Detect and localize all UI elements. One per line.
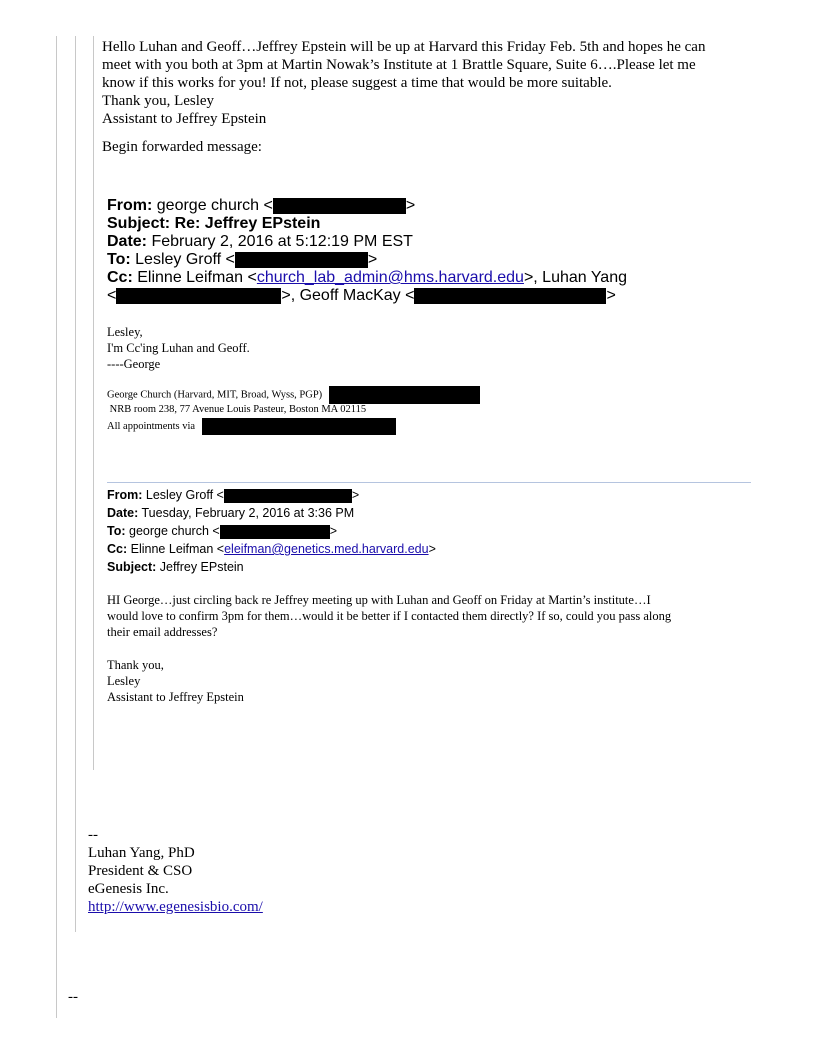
fwd2-body xyxy=(107,592,787,705)
signature-url-link[interactable]: http://www.egenesisbio.com/ xyxy=(88,899,263,915)
fwd2-title: Assistant to Jeffrey Epstein xyxy=(107,690,244,704)
fwd1-body-line-2: I'm Cc'ing Luhan and Geoff. xyxy=(107,341,250,355)
quote-line-inner xyxy=(93,36,94,770)
fwd1-subject-value: Re: Jeffrey EPstein xyxy=(174,215,321,232)
fwd1-to-label: To: xyxy=(107,251,131,268)
fwd1-subject-row xyxy=(107,215,787,233)
fwd1-sig-line-1: George Church (Harvard, MIT, Broad, Wyss, PGP) xyxy=(107,386,707,403)
fwd1-to-row: To: Lesley Groff < > xyxy=(107,251,378,268)
fwd1-from-name: george church < xyxy=(156,197,273,214)
redaction-box xyxy=(202,418,396,435)
fwd2-cc-row: Cc: Elinne Leifman <eleifman@genetics.med.harvard.edu> xyxy=(107,542,436,556)
forward-header-2 xyxy=(107,486,787,576)
fwd1-signature xyxy=(107,386,707,435)
quote-line-middle xyxy=(75,36,76,932)
fwd1-body xyxy=(107,324,707,372)
signature-company: eGenesis Inc. xyxy=(88,881,169,897)
redaction-box xyxy=(329,386,480,404)
forward-header-1 xyxy=(107,197,787,305)
top-message-line-5: Assistant to Jeffrey Epstein xyxy=(102,111,267,127)
fwd1-cc-row: Cc: Elinne Leifman <church_lab_admin@hms.harvard.edu>, Luhan Yang xyxy=(107,269,627,286)
fwd1-body-line-1: Lesley, xyxy=(107,325,143,339)
redaction-box xyxy=(273,198,406,214)
top-message-line-2: meet with you both at 3pm at Martin Nowak’s Institute at 1 Brattle Square, Suite 6….Please let me xyxy=(102,57,696,73)
fwd2-date-row: Date: Tuesday, February 2, 2016 at 3:36 PM xyxy=(107,506,355,520)
fwd2-subject-row: Subject: Jeffrey EPstein xyxy=(107,560,244,574)
fwd1-sig-line-2: NRB room 238, 77 Avenue Louis Pasteur, Boston MA 02115 xyxy=(107,404,367,415)
signature-role: President & CSO xyxy=(88,863,193,879)
fwd1-date-row xyxy=(107,233,787,251)
fwd1-from-row: From: george church < > xyxy=(107,197,416,214)
redaction-box xyxy=(220,525,330,539)
fwd1-date-label: Date: xyxy=(107,233,148,250)
fwd2-cc-email-link[interactable]: eleifman@genetics.med.harvard.edu xyxy=(224,542,429,556)
fwd1-date-value: February 2, 2016 at 5:12:19 PM EST xyxy=(151,233,413,250)
top-message xyxy=(102,38,782,156)
fwd1-to-value: Lesley Groff < xyxy=(135,251,235,268)
redaction-box xyxy=(116,288,281,304)
fwd1-cc-email-link[interactable]: church_lab_admin@hms.harvard.edu xyxy=(256,269,524,286)
fwd2-to-row: To: george church < > xyxy=(107,524,337,538)
fwd2-body-line-3: their email addresses? xyxy=(107,625,218,639)
top-message-line-3: know if this works for you! If not, please suggest a time that would be more suitable. xyxy=(102,75,612,91)
fwd1-from-label: From: xyxy=(107,197,153,214)
fwd2-body-line-2: would love to confirm 3pm for them…would it be better if I contacted them directly? If so, could you pass along xyxy=(107,609,672,623)
signature-name: Luhan Yang, PhD xyxy=(88,845,195,861)
signature-dashes: -- xyxy=(88,827,98,843)
top-message-line-1: Hello Luhan and Geoff…Jeffrey Epstein will be up at Harvard this Friday Feb. 5th and hopes he can xyxy=(102,39,706,55)
fwd1-cc-row-2: < >, Geoff MacKay < > xyxy=(107,287,616,304)
redaction-box xyxy=(235,252,368,268)
footer-dashes: -- xyxy=(68,989,78,1005)
fwd2-thanks: Thank you, xyxy=(107,658,164,672)
fwd1-sig-line-3: All appointments via xyxy=(107,418,707,435)
redaction-box xyxy=(414,288,606,304)
quote-line-outer xyxy=(56,36,57,1018)
top-message-line-4: Thank you, Lesley xyxy=(102,93,215,109)
fwd2-name: Lesley xyxy=(107,674,141,688)
fwd1-body-line-3: ----George xyxy=(107,357,161,371)
redaction-box xyxy=(224,489,352,503)
fwd2-body-line-1: HI George…just circling back re Jeffrey meeting up with Luhan and Geoff on Friday at Martin’s institute…I xyxy=(107,593,651,607)
fwd1-subject-label: Subject: xyxy=(107,215,171,232)
fwd2-from-row: From: Lesley Groff < > xyxy=(107,488,360,502)
signature-block xyxy=(88,826,488,916)
message-separator xyxy=(107,482,751,483)
fwd1-cc-label: Cc: xyxy=(107,269,133,286)
forward-label: Begin forwarded message: xyxy=(102,139,262,155)
